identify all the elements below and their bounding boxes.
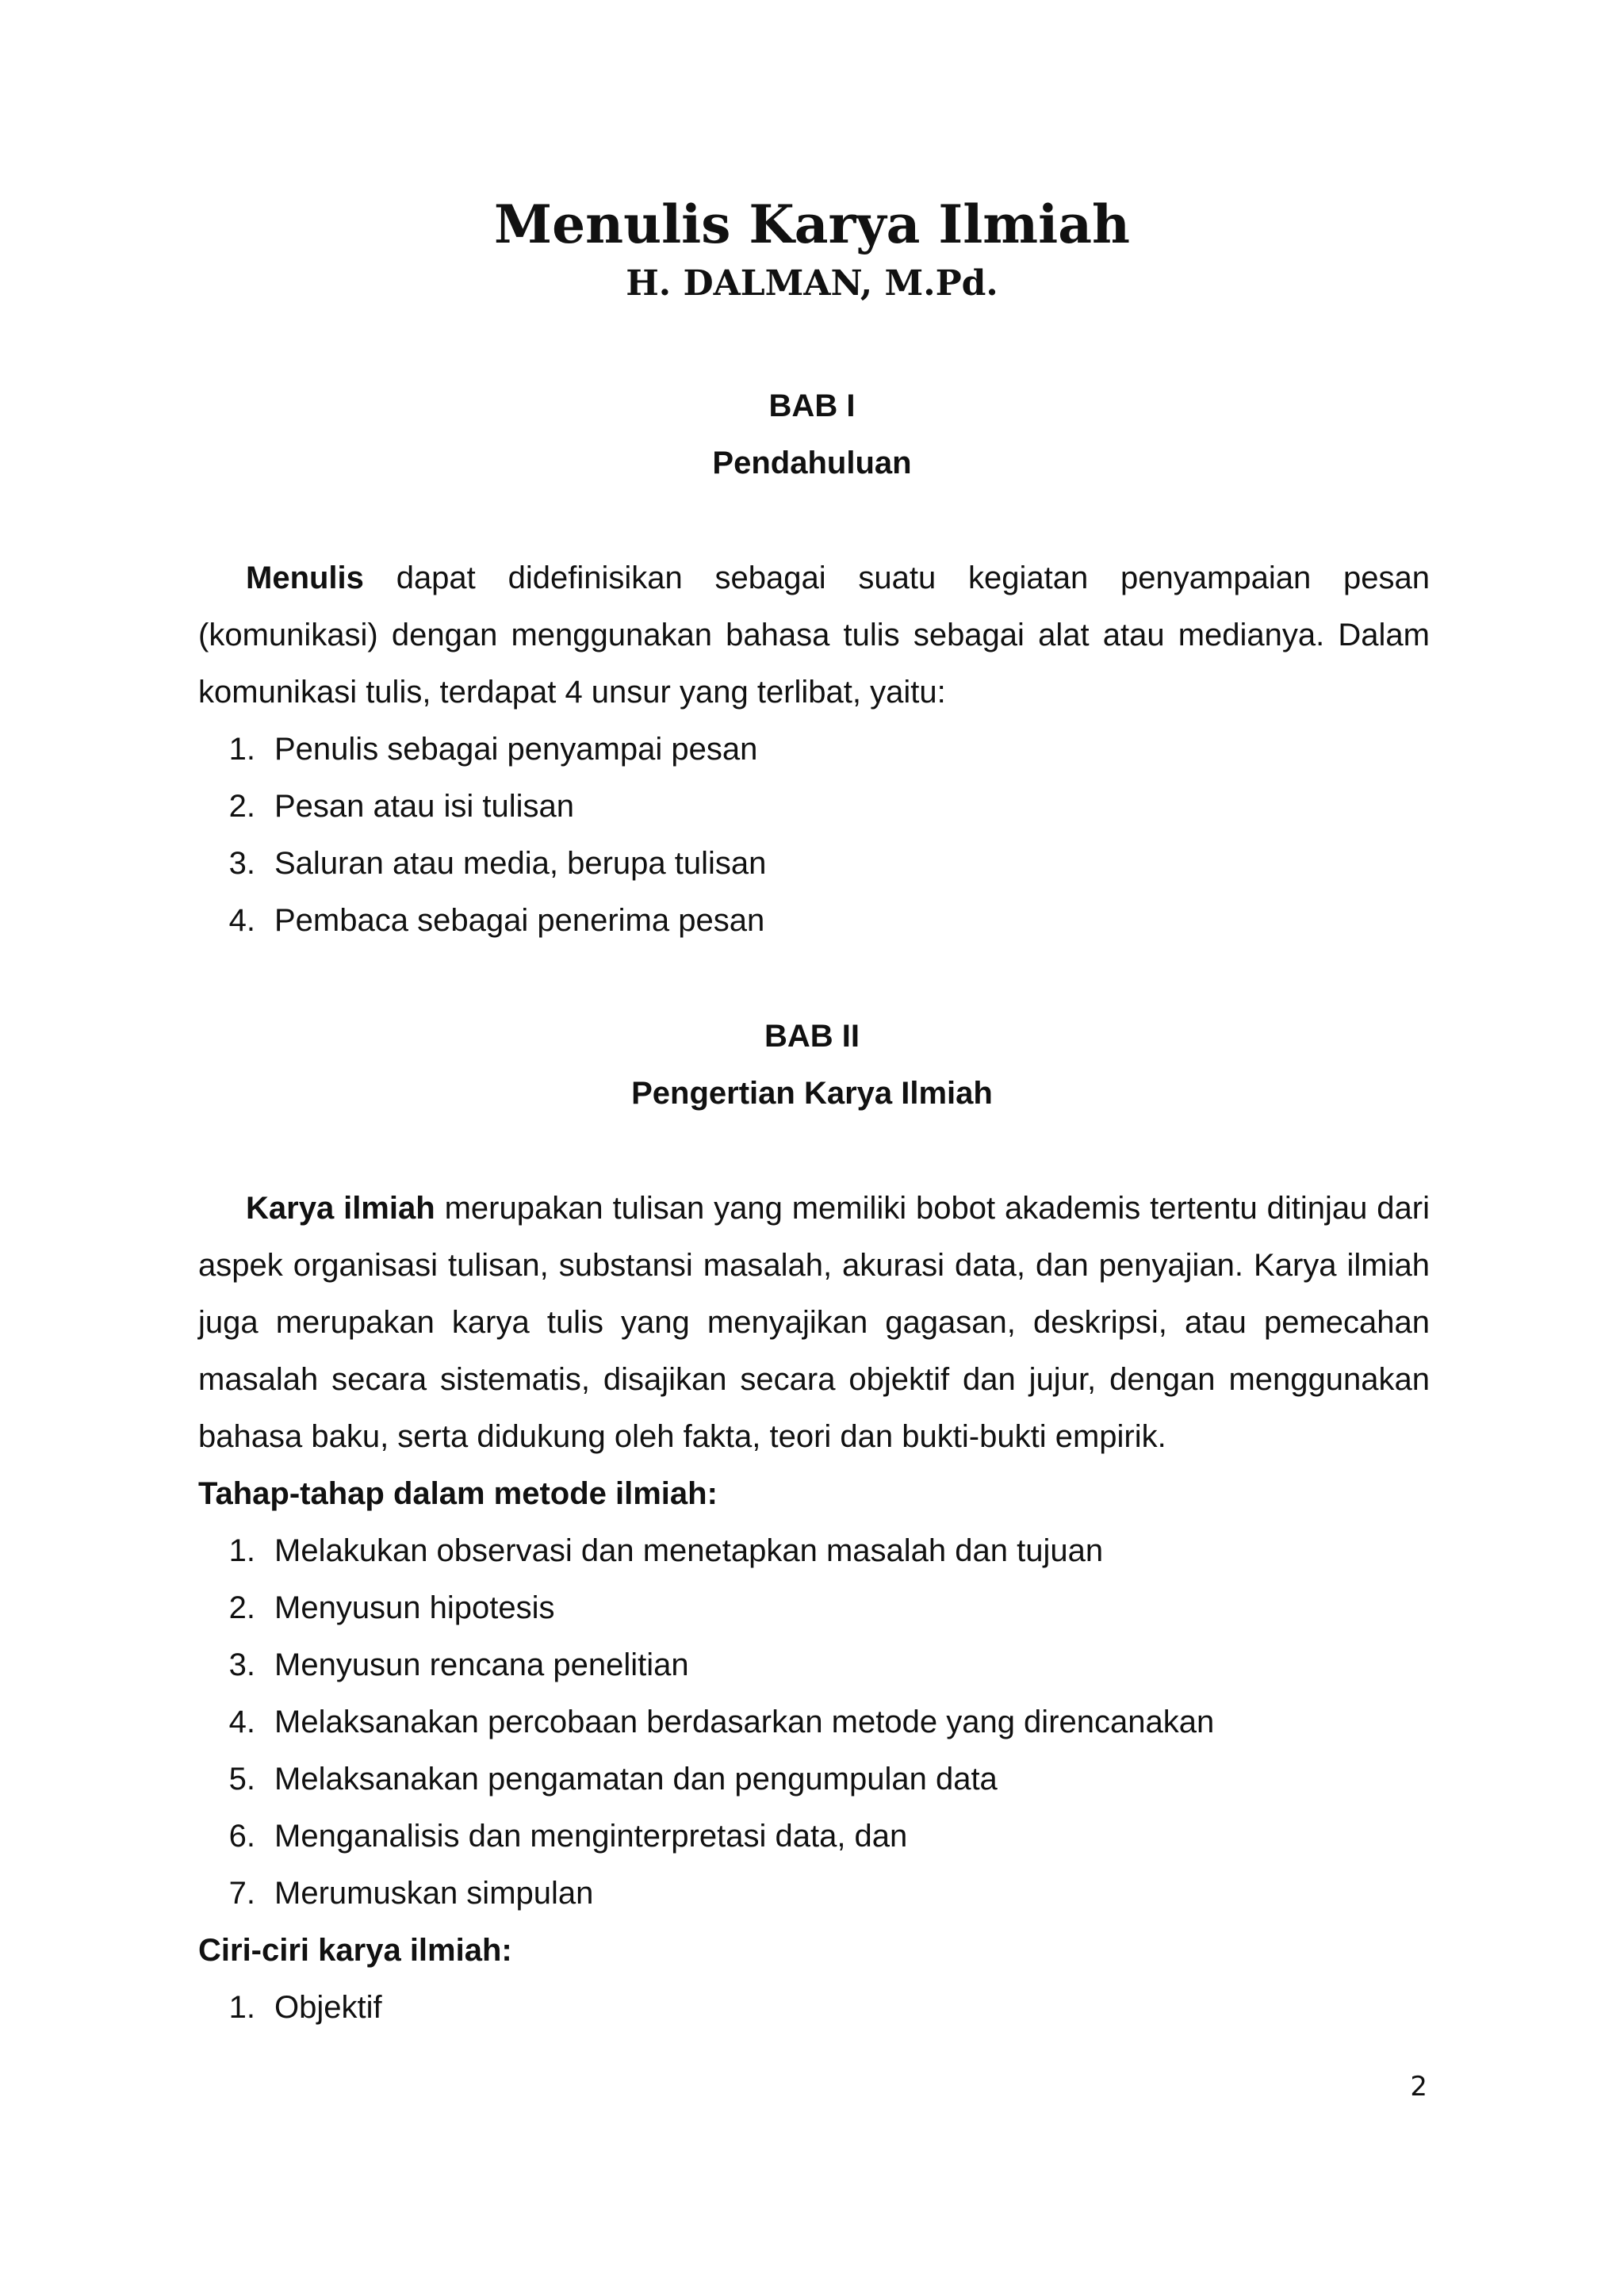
list-item-number: 5. [228,1762,255,1797]
list-item [198,1808,1430,1865]
list-item-number: 3. [228,846,255,881]
bab2-intro-line [198,1180,1430,1465]
list-item-text: Melakukan observasi dan menetapkan masalah dan tujuan [274,1533,1104,1568]
bab1-intro-line [198,549,1430,721]
bab2-intro-paragraph [198,1180,1430,1465]
bab1-label: BAB I [768,388,856,423]
list-item-number: 2. [228,1590,255,1625]
traits-heading: Ciri-ciri karya ilmiah: [198,1933,512,1968]
list-item-text: Menyusun rencana penelitian [274,1647,689,1682]
list-item-text: Menganalisis dan menginterpretasi data, dan [274,1819,908,1854]
list-item-number: 4. [228,1705,255,1739]
bab1-element-list [198,721,1430,949]
list-item-text: Merumuskan simpulan [274,1876,594,1911]
bab1-intro-paragraph [198,549,1430,721]
list-item-number: 7. [228,1876,255,1911]
document-author: H. DALMAN, M.Pd. [626,263,998,304]
list-item [198,721,1430,778]
list-item-text: Saluran atau media, berupa tulisan [274,846,767,881]
list-item [198,1579,1430,1636]
list-item [198,1979,1430,2036]
list-item-number: 6. [228,1819,255,1854]
traits-list [198,1979,1430,2036]
page-number: 2 [1410,2071,1427,2103]
list-item-number: 1. [228,732,255,767]
list-item-text: Pembaca sebagai penerima pesan [274,903,765,938]
bab2-intro-text: merupakan tulisan yang memiliki bobot akademis tertentu ditinjau dari aspek organisasi tulisan, substansi masalah, akurasi data, dan penyajian. Karya ilmiah juga merupakan karya tulis yang menyajikan gagasan, deskripsi, atau pemecahan masalah secara sistematis, disajikan secara objektif dan jujur, dengan menggunakan bahasa baku, serta didukung oleh fakta, teori dan bukti-bukti empirik. [198,1191,1430,1454]
bab2-label: BAB II [764,1019,860,1054]
list-item-text: Pesan atau isi tulisan [274,789,575,824]
list-item-number: 3. [228,1647,255,1682]
bab2-heading: Pengertian Karya Ilmiah [631,1076,993,1111]
list-item-number: 2. [228,789,255,824]
list-item-number: 1. [228,1990,255,2025]
document-title: Menulis Karya Ilmiah [494,193,1130,255]
bab1-intro-term: Menulis [246,561,364,595]
list-item [198,1522,1430,1579]
list-item [198,1865,1430,1922]
list-item [198,835,1430,892]
steps-heading: Tahap-tahap dalam metode ilmiah: [198,1476,718,1511]
list-item [198,1636,1430,1693]
list-item-text: Penulis sebagai penyampai pesan [274,732,758,767]
bab1-heading: Pendahuluan [712,446,912,480]
list-item [198,892,1430,949]
list-item [198,778,1430,835]
list-item [198,1693,1430,1751]
list-item-text: Melaksanakan percobaan berdasarkan metode yang direncanakan [274,1705,1215,1739]
steps-list [198,1522,1430,1922]
list-item-number: 4. [228,903,255,938]
bab1-intro-text: dapat didefinisikan sebagai suatu kegiatan penyampaian pesan (komunikasi) dengan menggunakan bahasa tulis sebagai alat atau medianya. Dalam komunikasi tulis, terdapat 4 unsur yang terlibat, yaitu: [198,561,1430,710]
list-item-number: 1. [228,1533,255,1568]
list-item-text: Menyusun hipotesis [274,1590,555,1625]
list-item-text: Melaksanakan pengamatan dan pengumpulan data [274,1762,998,1797]
list-item [198,1751,1430,1808]
bab2-intro-term: Karya ilmiah [246,1191,435,1226]
list-item-text: Objektif [274,1990,382,2025]
